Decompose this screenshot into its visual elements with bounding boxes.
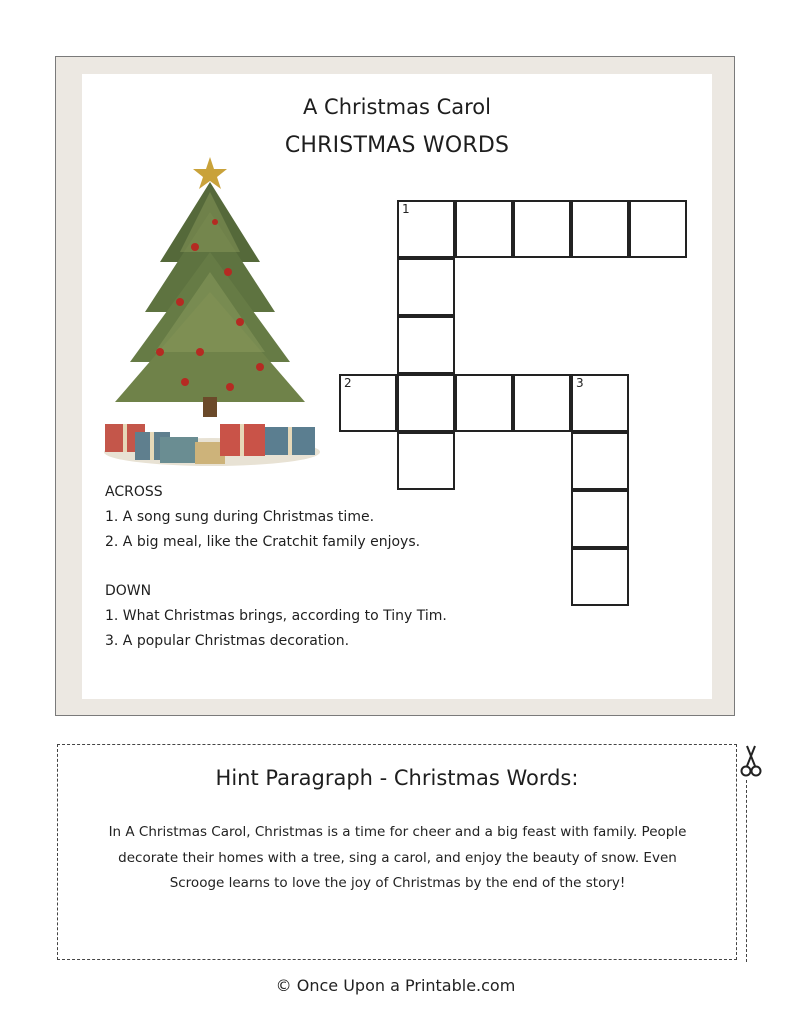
clue-number: 1 [402, 202, 410, 216]
grid-cell[interactable] [513, 374, 571, 432]
hint-paragraph: In A Christmas Carol, Christmas is a time for cheer and a big feast with family. People decorate their homes with a tree, sing a carol, and enjoy the beauty of snow. Even Scrooge learns to love the joy of Christmas by the end of the story! [108, 824, 687, 891]
clue-list [105, 480, 485, 654]
clue-number: 3 [576, 376, 584, 390]
down-clue: 3. A popular Christmas decoration. [105, 633, 350, 649]
across-clue: 1. A song sung during Christmas time. [105, 509, 375, 525]
page-subtitle: CHRISTMAS WORDS [284, 133, 510, 158]
grid-cell[interactable] [455, 200, 513, 258]
grid-cell[interactable] [513, 200, 571, 258]
grid-cell[interactable] [397, 374, 455, 432]
grid-cell[interactable] [397, 258, 455, 316]
cut-line [746, 780, 747, 962]
hint-title: Hint Paragraph - Christmas Words: [215, 766, 579, 790]
scissors-icon [740, 744, 762, 780]
grid-cell[interactable] [455, 374, 513, 432]
grid-cell[interactable] [571, 548, 629, 606]
grid-cell[interactable] [571, 432, 629, 490]
grid-cell[interactable] [629, 200, 687, 258]
down-clue: 1. What Christmas brings, according to Tiny Tim. [105, 608, 447, 624]
grid-cell[interactable] [571, 374, 629, 432]
across-heading: ACROSS [105, 484, 163, 500]
page-title: A Christmas Carol [303, 95, 491, 119]
christmas-tree-icon [100, 152, 325, 472]
grid-cell[interactable] [571, 490, 629, 548]
copyright-footer: © Once Upon a Printable.com [275, 976, 516, 995]
down-heading: DOWN [105, 583, 152, 599]
grid-cell[interactable] [339, 374, 397, 432]
grid-cell[interactable] [397, 316, 455, 374]
clue-number: 2 [344, 376, 352, 390]
grid-cell[interactable] [397, 200, 455, 258]
across-clue: 2. A big meal, like the Cratchit family enjoys. [105, 534, 421, 550]
grid-cell[interactable] [571, 200, 629, 258]
